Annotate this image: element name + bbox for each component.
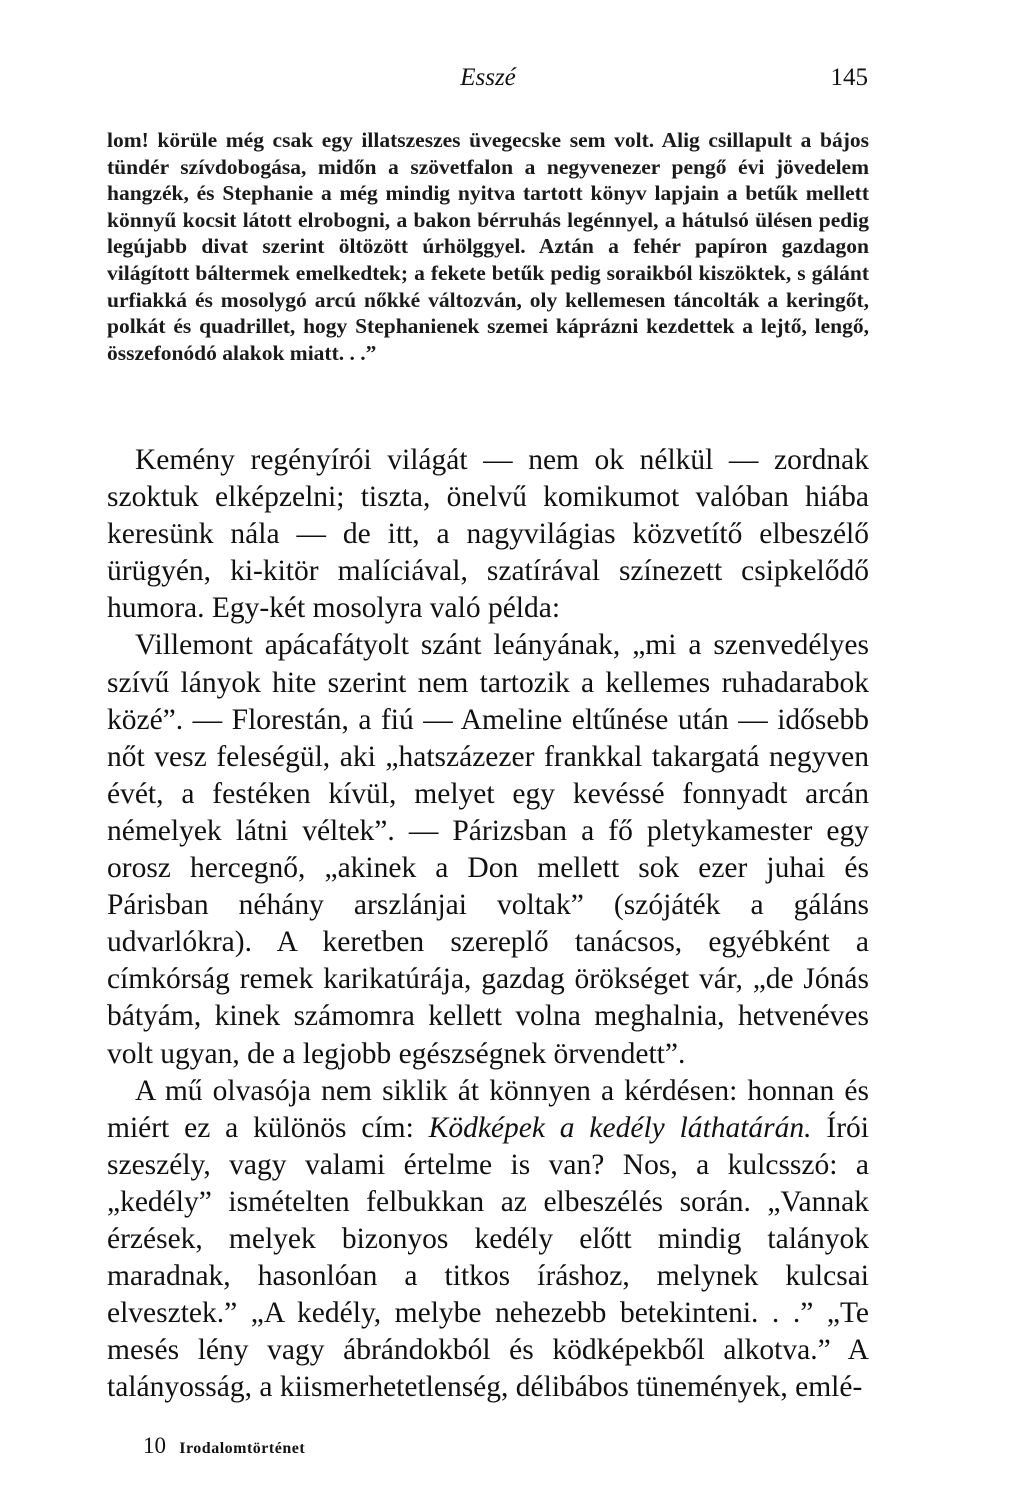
quoted-passage — [107, 127, 869, 366]
body-paragraph-3 — [107, 1073, 869, 1407]
running-head — [108, 64, 868, 104]
essay-body — [107, 442, 869, 1406]
body-paragraph-3-after: Írói szeszély, vagy valami értelme is van? Nos, a kulcsszó: a „kedély” ismételten felbukkan az elbeszélés során. „Vannak érzések, melyek bizonyos kedély előtt mindig talányok maradnak, hasonlóan a titkos íráshoz, melynek kulcsai elvesztek.” „A kedély, melybe nehezebb betekinteni. . .” „Te mesés lény vagy ábrándokból és ködképekből alkotva.” A talányosság, a kiismerhetetlenség, délibábos tünemények, emlé- — [107, 1111, 869, 1404]
running-title: Esszé — [460, 64, 516, 91]
body-paragraph-1: Kemény regényírói világát — nem ok nélkül — zordnak szoktuk elképzelni; tiszta, önelvű komikumot valóban hiába keresünk nála — de itt, a nagyvilágias közvetítő elbeszélő ürügyén, ki-kitör malíciával, szatírával színezett csipkelődő humora. Egy-két mosolyra való példa: — [107, 444, 869, 625]
quoted-paragraph: lom! körüle még csak egy illatszeszes üvegecske sem volt. Alig csillapult a bájos tündér szívdobogása, midőn a szövetfalon a negyvenezer pengő évi jövedelem hangzék, és Stephanie a még mindig nyitva tartott könyv lapjain a betűk mellett könnyű kocsit látott elrobogni, a bakon bérruhás legénnyel, a hátulsó ülésen pedig legújabb divat szerint öltözött úrhölggyel. Aztán a fehér papíron gazdagon világított báltermek emelkedtek; a fekete betűk pedig soraikból kiszöktek, s gálánt urfiakká és mosolygó arcú nőkké változván, oly kellemesen táncolták a keringőt, polkát és quadrillet, hogy Stephanienek szemei káprázni kezdettek a lejtő, lengő, összefonódó alakok miatt. . .” — [107, 128, 869, 365]
printer-signature — [143, 1433, 305, 1459]
body-paragraph-2: Villemont apácafátyolt szánt leányának, „mi a szenvedélyes szívű lányok hite szerint nem tartozik a kellemes ruhadarabok közé”. — Florestán, a fiú — Ameline eltűnése után — idősebb nőt vesz feleségül, aki „hatszázezer frankkal takargatá negyven évét, a festéken kívül, melyet egy kevéssé fonnyadt arcán némelyek látni véltek”. — Párizsban a fő pletykamester egy orosz hercegnő, „akinek a Don mellett sok ezer juhai és Párisban néhány arszlánjai voltak” (szójáték a gáláns udvarlókra). A keretben szereplő tanácsos, egyébként a címkórság remek karikatúrája, gazdag örökséget vár, „de Jónás bátyám, kinek számomra kellett volna meghalnia, hetvenéves volt ugyan, de a legjobb egészségnek örvendett”. — [107, 629, 869, 1070]
body-paragraph-3-before: A mű olvasója nem siklik át könnyen a kérdésen: honnan és miért ez a különös cím: — [107, 1074, 869, 1144]
signature-number: 10 — [143, 1433, 166, 1458]
page-number: 145 — [830, 64, 868, 91]
signature-text: Irodalomtörténet — [179, 1440, 306, 1457]
work-title-italic: Ködképek a kedély láthatárán. — [428, 1111, 812, 1144]
